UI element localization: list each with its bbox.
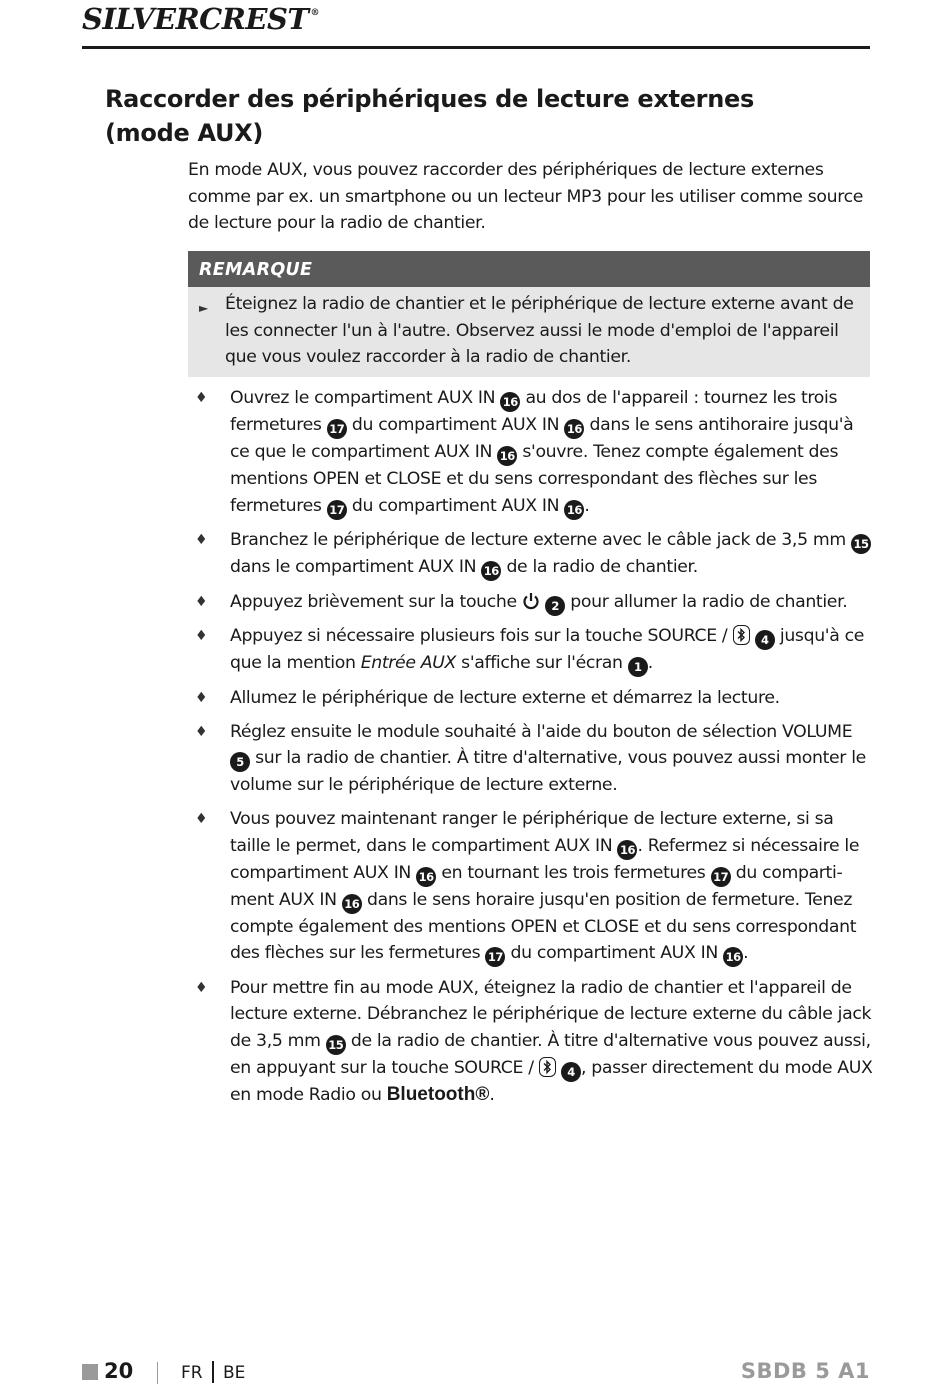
- page-number: 20: [104, 1359, 134, 1383]
- list-item: [195, 623, 875, 677]
- step-text: Réglez ensuite le module souhaité à l'aide du bouton de sélection VOLUME 5 sur la radio de chantier. À titre d'alternative, vous pouvez aussi monter le volume sur le périphérique de lecture externe.: [230, 721, 866, 795]
- section-title: Raccorder des périphériques de lecture externes (mode AUX): [105, 85, 754, 147]
- step-text: Ouvrez le compartiment AUX IN 16 au dos de l'appareil : tournez les trois fermetures 17 du compartiment AUX IN 16 dans le sens antihoraire jusqu'à ce que le compartiment AUX IN 16 s'ouvre. Tenez compte également des mentions OPEN et CLOSE et du sens correspondant des flèches sur les fermetures 17 du compartiment AUX IN 16 .: [230, 385, 875, 520]
- model-number: SBDB 5 A1: [740, 1359, 870, 1383]
- reference-number-badge: 5: [230, 752, 250, 772]
- footer-square-marker: [82, 1364, 98, 1380]
- page-header: [82, 0, 870, 50]
- reference-number-badge: 16: [564, 419, 584, 439]
- registered-mark: ®: [310, 8, 319, 18]
- diamond-bullet-icon: ♦: [195, 723, 208, 740]
- list-item: [195, 975, 875, 1109]
- language-divider: [212, 1361, 214, 1383]
- list-item: [195, 527, 875, 581]
- diamond-bullet-icon: ♦: [195, 532, 208, 548]
- diamond-bullet-icon: ♦: [195, 811, 208, 827]
- intro-paragraph: En mode AUX, vous pouvez raccorder des périphériques de lecture externes comme par ex. un smartphone ou un lecteur MP3 pour les utiliser comme source de lecture pour la radio de chantier.: [188, 160, 864, 233]
- step-text: Appuyez si nécessaire plusieurs fois sur la touche SOURCE / 4 jusqu'à ce que la mention Entrée AUX s'affiche sur l'écran 1 .: [230, 623, 875, 677]
- reference-number-badge: 17: [327, 500, 347, 520]
- bluetooth-wordmark: Bluetooth®: [386, 1083, 490, 1105]
- step-text: Vous pouvez maintenant ranger le périphérique de lecture externe, si sa taille le permet, dans le compartiment AUX IN 16 . Refermez si nécessaire le compartiment AUX IN 16 en tournant les trois fermetures 17 du compartiment AUX IN 16 dans le sens horaire jusqu'en position de fermeture. Tenez compte également des mentions OPEN et CLOSE et du sens correspondant des flèches sur les fermetures 17 du compartiment AUX IN 16 .: [230, 806, 875, 967]
- diamond-bullet-icon: ♦: [195, 689, 208, 706]
- reference-number-badge: 16: [497, 446, 517, 466]
- note-body: [188, 287, 870, 377]
- language-code: FR: [181, 1363, 203, 1383]
- reference-number-badge: 16: [481, 561, 501, 581]
- page-footer: [82, 1356, 870, 1386]
- list-item: [195, 685, 875, 712]
- reference-number-badge: 17: [327, 419, 347, 439]
- diamond-bullet-icon: ♦: [195, 979, 208, 996]
- brand-logo: [82, 2, 319, 36]
- list-item: [195, 589, 875, 616]
- note-box: [188, 251, 870, 377]
- reference-number-badge: 1: [628, 657, 648, 677]
- instruction-list: [195, 385, 875, 1116]
- header-divider: [82, 46, 870, 49]
- diamond-bullet-icon: ♦: [195, 593, 208, 610]
- list-item: [195, 719, 875, 799]
- display-message: Entrée AUX: [360, 653, 457, 673]
- reference-number-badge: 16: [617, 840, 637, 860]
- reference-number-badge: 16: [500, 392, 520, 412]
- triangle-arrow-icon: ►: [199, 301, 209, 315]
- bluetooth-icon: [733, 625, 750, 645]
- reference-number-badge: 15: [326, 1035, 346, 1055]
- step-text: Pour mettre fin au mode AUX, éteignez la radio de chantier et l'appareil de lecture externe. Débranchez le périphérique de lecture externe du câble jack de 3,5 mm 15 de la radio de chantier. À titre d'alternative vous pouvez aussi, en appuyant sur la touche SOURCE / 4 , passer directement du mode AUX en mode Radio ou Bluetooth®.: [230, 977, 873, 1105]
- reference-number-badge: 16: [564, 500, 584, 520]
- note-text: Éteignez la radio de chantier et le périphérique de lecture externe avant de les connecter l'un à l'autre. Observez aussi le mode d'emploi de l'appareil que vous voulez raccorder à la radio de chantier.: [225, 294, 854, 367]
- note-heading: REMARQUE: [188, 251, 870, 287]
- reference-number-badge: 2: [545, 596, 565, 616]
- footer-divider: [157, 1362, 158, 1384]
- step-text: Allumez le périphérique de lecture externe et démarrez la lecture.: [230, 687, 780, 708]
- step-text: Appuyez brièvement sur la touche 2 pour allumer la radio de chantier.: [230, 589, 875, 616]
- list-item: [195, 385, 875, 520]
- country-code: BE: [223, 1363, 246, 1383]
- brand-logo-text: SILVERCREST: [82, 2, 309, 36]
- reference-number-badge: 17: [485, 947, 505, 967]
- bluetooth-icon: [539, 1057, 556, 1077]
- reference-number-badge: 16: [723, 947, 743, 967]
- reference-number-badge: 4: [755, 630, 775, 650]
- reference-number-badge: 15: [851, 534, 871, 554]
- reference-number-badge: 16: [342, 894, 362, 914]
- power-icon: [522, 592, 540, 610]
- step-text: Branchez le périphérique de lecture externe avec le câble jack de 3,5 mm 15 dans le compartiment AUX IN 16 de la radio de chantier.: [230, 527, 875, 581]
- reference-number-badge: 4: [561, 1062, 581, 1082]
- diamond-bullet-icon: ♦: [195, 390, 208, 406]
- diamond-bullet-icon: ♦: [195, 628, 208, 644]
- reference-number-badge: 16: [416, 867, 436, 887]
- reference-number-badge: 17: [711, 867, 731, 887]
- list-item: [195, 806, 875, 967]
